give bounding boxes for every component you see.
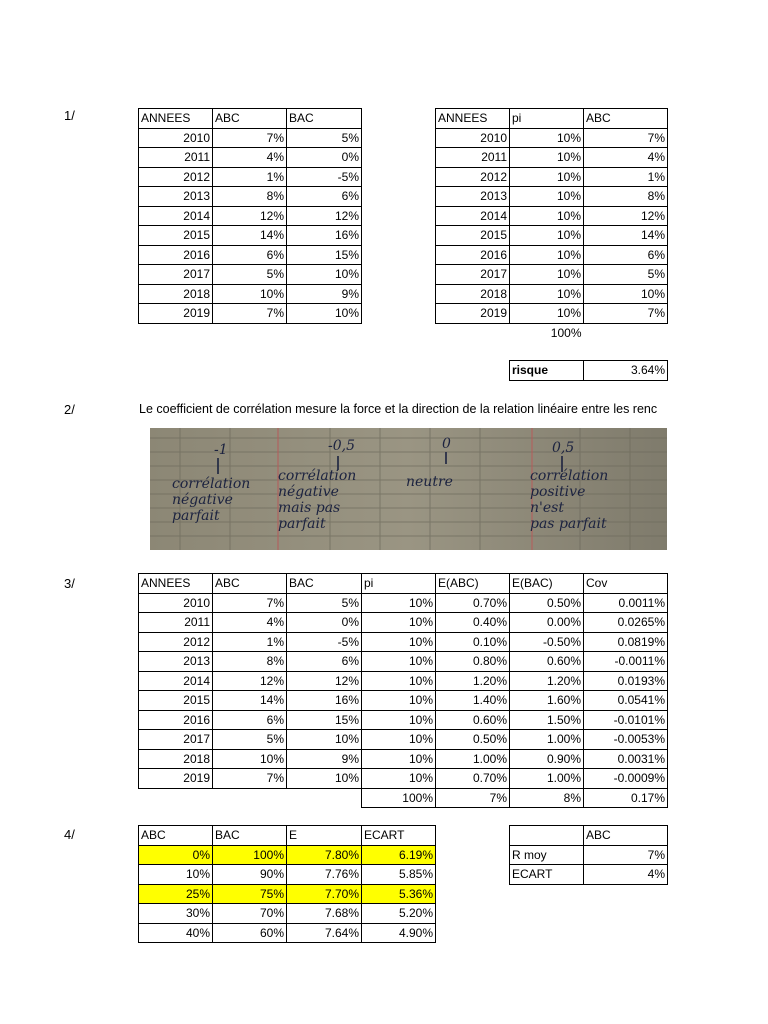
table-cell: 2015: [139, 226, 213, 246]
table-cell: 10%: [362, 769, 436, 789]
table-cell: 0.0541%: [584, 691, 668, 711]
table-row: [139, 613, 668, 633]
handwritten-note: négative: [172, 492, 233, 508]
handwritten-note: parfait: [278, 516, 326, 532]
table-cell: 10%: [287, 304, 362, 324]
handwritten-note: parfait: [172, 508, 220, 524]
table-cell: 0%: [287, 613, 362, 633]
table-cell: 5%: [213, 265, 287, 285]
table-row: [139, 845, 436, 865]
table-row: [139, 593, 668, 613]
table-cell: 2010: [436, 128, 510, 148]
table-cell: 12%: [213, 671, 287, 691]
header-cell: ANNEES: [139, 574, 213, 594]
table-cell: 2014: [436, 206, 510, 226]
table-row: [436, 304, 668, 324]
header-cell: ANNEES: [436, 109, 510, 129]
table-cell: 5%: [287, 128, 362, 148]
table-cell: 2011: [139, 613, 213, 633]
table-cell: -0.50%: [510, 632, 584, 652]
table-cell: 2013: [139, 187, 213, 207]
handwritten-note: négative: [278, 484, 339, 500]
total-cell: 0.17%: [584, 788, 668, 808]
table-cell: 9%: [287, 749, 362, 769]
table-row: [139, 923, 436, 943]
table-cell: 1.00%: [436, 749, 510, 769]
table-cell: 25%: [139, 884, 213, 904]
handwritten-note: neutre: [406, 474, 453, 490]
table-row: [139, 671, 668, 691]
table-cell: 12%: [287, 671, 362, 691]
table-row: [139, 632, 668, 652]
section-label-4: 4/: [64, 827, 75, 842]
table-cell: 0.0011%: [584, 593, 668, 613]
table-cell: 10%: [287, 730, 362, 750]
table-cell: 5.85%: [362, 865, 436, 885]
covariance-table: [138, 573, 668, 808]
table-cell: 2019: [139, 304, 213, 324]
weighted-returns-table: [435, 108, 668, 342]
table-cell: 0.10%: [436, 632, 510, 652]
table-cell: 30%: [139, 904, 213, 924]
table-cell: 2018: [436, 284, 510, 304]
table-cell: 1.20%: [436, 671, 510, 691]
handwritten-note: pas parfait: [530, 516, 607, 532]
table-cell: 70%: [213, 904, 287, 924]
table-cell: 16%: [287, 691, 362, 711]
table-row: [436, 226, 668, 246]
table-cell: 0.50%: [510, 593, 584, 613]
table-cell: 0.60%: [436, 710, 510, 730]
table-cell: 10%: [510, 284, 584, 304]
table-cell: 60%: [213, 923, 287, 943]
table-cell: 2015: [139, 691, 213, 711]
empty-cell: [287, 788, 362, 808]
summary-table: [509, 825, 668, 885]
table-cell: 90%: [213, 865, 287, 885]
scale-mark: -0,5: [328, 438, 355, 454]
header-cell: ABC: [213, 109, 287, 129]
table-cell: 4.90%: [362, 923, 436, 943]
table-cell: 7%: [213, 128, 287, 148]
table-row: [436, 245, 668, 265]
table-row: [139, 226, 362, 246]
handwritten-note: corrélation: [278, 468, 357, 484]
table-cell: 5.20%: [362, 904, 436, 924]
table-cell: 0.60%: [510, 652, 584, 672]
table-cell: 0%: [287, 148, 362, 168]
table-cell: 6%: [287, 187, 362, 207]
table-row: [139, 187, 362, 207]
section-label-3: 3/: [64, 576, 75, 591]
table-cell: 10%: [213, 749, 287, 769]
handwritten-note: corrélation: [530, 468, 609, 484]
table-cell: 6%: [287, 652, 362, 672]
header-cell: ABC: [213, 574, 287, 594]
table-header-row: [436, 109, 668, 129]
table-cell: 0.0819%: [584, 632, 668, 652]
table-cell: 2011: [139, 148, 213, 168]
table-cell: 12%: [584, 206, 668, 226]
table-row: [436, 265, 668, 285]
table-cell: 7.64%: [287, 923, 362, 943]
risk-table: [509, 360, 668, 381]
total-weight: 100%: [550, 325, 582, 340]
notebook-paper-image: [150, 428, 667, 550]
table-cell: 10%: [139, 865, 213, 885]
table-cell: 10%: [362, 613, 436, 633]
total-row: [436, 323, 668, 342]
table-cell: 7.70%: [287, 884, 362, 904]
table-cell: 10%: [584, 284, 668, 304]
table-cell: 10%: [510, 187, 584, 207]
table-row: [139, 304, 362, 324]
table-cell: 7%: [584, 845, 668, 865]
table-cell: 2017: [139, 265, 213, 285]
table-cell: 7%: [584, 128, 668, 148]
table-cell: 8%: [213, 652, 287, 672]
table-cell: 1.20%: [510, 671, 584, 691]
table-cell: 5%: [584, 265, 668, 285]
table-cell: 1%: [213, 632, 287, 652]
table-row: [436, 187, 668, 207]
table-cell: 10%: [362, 691, 436, 711]
table-cell: 100%: [213, 845, 287, 865]
table-cell: 0.0265%: [584, 613, 668, 633]
table-cell: 0.50%: [436, 730, 510, 750]
handwritten-note: positive: [530, 484, 586, 500]
header-cell: E(ABC): [436, 574, 510, 594]
table-cell: 10%: [510, 167, 584, 187]
table-cell: 6.19%: [362, 845, 436, 865]
table-cell: 4%: [213, 613, 287, 633]
table-cell: 6%: [213, 245, 287, 265]
table-cell: 2018: [139, 749, 213, 769]
table-cell: -0.0011%: [584, 652, 668, 672]
table-cell: 1%: [213, 167, 287, 187]
table-cell: 2014: [139, 671, 213, 691]
table-cell: 10%: [287, 265, 362, 285]
table-cell: 1.00%: [510, 730, 584, 750]
empty-cell: [584, 323, 668, 342]
table-cell: 1.40%: [436, 691, 510, 711]
table-row: [139, 691, 668, 711]
table-cell: 15%: [287, 245, 362, 265]
table-cell: 6%: [213, 710, 287, 730]
table-cell: 10%: [362, 652, 436, 672]
table-cell: 7.68%: [287, 904, 362, 924]
handwritten-notes-photo: [150, 428, 667, 550]
table-cell: 1.50%: [510, 710, 584, 730]
table-cell: 10%: [510, 148, 584, 168]
table-cell: 2019: [139, 769, 213, 789]
table-cell: 2017: [139, 730, 213, 750]
table-cell: 10%: [510, 128, 584, 148]
table-cell: -0.0009%: [584, 769, 668, 789]
header-cell: BAC: [213, 826, 287, 846]
table-cell: 0%: [139, 845, 213, 865]
table-cell: 2016: [139, 710, 213, 730]
table-cell: 2018: [139, 284, 213, 304]
table-cell: 12%: [287, 206, 362, 226]
table-row: [510, 845, 668, 865]
total-row: [139, 788, 668, 808]
table-cell: 10%: [287, 769, 362, 789]
table-cell: 2016: [139, 245, 213, 265]
header-cell: ABC: [584, 826, 668, 846]
table-cell: 10%: [362, 749, 436, 769]
table-cell: 0.40%: [436, 613, 510, 633]
table-cell: 2019: [436, 304, 510, 324]
table-cell: 2012: [139, 167, 213, 187]
total-cell: 100%: [362, 788, 436, 808]
table-cell: 8%: [584, 187, 668, 207]
table-cell: 10%: [213, 284, 287, 304]
table-cell: 15%: [287, 710, 362, 730]
table-cell: 0.70%: [436, 593, 510, 613]
table-cell: -5%: [287, 167, 362, 187]
table-cell: 10%: [362, 632, 436, 652]
section-label-2: 2/: [64, 402, 75, 417]
table-row: [139, 730, 668, 750]
table-cell: 1%: [584, 167, 668, 187]
table-row: [139, 769, 668, 789]
table-cell: 7%: [213, 593, 287, 613]
table-header-row: [510, 826, 668, 846]
table-cell: 40%: [139, 923, 213, 943]
handwritten-note: n'est: [530, 500, 564, 516]
header-cell: BAC: [287, 109, 362, 129]
table-cell: 14%: [213, 691, 287, 711]
table-cell: 7.80%: [287, 845, 362, 865]
empty-cell: [213, 788, 287, 808]
table-cell: 10%: [362, 710, 436, 730]
table-cell: 2015: [436, 226, 510, 246]
table-cell: 2010: [139, 128, 213, 148]
header-cell: E: [287, 826, 362, 846]
table-cell: 0.70%: [436, 769, 510, 789]
correlation-definition-text: Le coefficient de corrélation mesure la force et la direction de la relation linéaire entre les renc: [139, 402, 658, 416]
table-row: [436, 148, 668, 168]
header-cell: pi: [510, 109, 584, 129]
empty-cell: [436, 323, 510, 342]
scale-mark: -1: [214, 442, 228, 458]
table-cell: 10%: [510, 206, 584, 226]
table-cell: 0.90%: [510, 749, 584, 769]
table-cell: -0.0053%: [584, 730, 668, 750]
header-cell: ABC: [139, 826, 213, 846]
header-cell: ABC: [584, 109, 668, 129]
table-cell: 0.0031%: [584, 749, 668, 769]
table-cell: 10%: [510, 265, 584, 285]
table-cell: 4%: [584, 865, 668, 885]
table-cell: 2012: [139, 632, 213, 652]
risk-label: risque: [510, 361, 584, 381]
table-header-row: [139, 826, 436, 846]
table-row: [139, 167, 362, 187]
table-cell: 75%: [213, 884, 287, 904]
table-cell: 2014: [139, 206, 213, 226]
table-cell: 5%: [213, 730, 287, 750]
handwritten-note: corrélation: [172, 476, 251, 492]
empty-cell: [139, 788, 213, 808]
risk-row: [510, 361, 668, 381]
table-cell: 12%: [213, 206, 287, 226]
table-cell: 10%: [362, 730, 436, 750]
table-cell: 9%: [287, 284, 362, 304]
table-cell: R moy: [510, 845, 584, 865]
table-cell: 16%: [287, 226, 362, 246]
table-row: [510, 865, 668, 885]
table-row: [139, 265, 362, 285]
table-cell: 4%: [584, 148, 668, 168]
header-cell: pi: [362, 574, 436, 594]
scale-mark: 0,5: [552, 440, 575, 456]
table-row: [436, 167, 668, 187]
table-row: [436, 128, 668, 148]
table-row: [139, 148, 362, 168]
table-cell: 10%: [510, 304, 584, 324]
table-row: [139, 245, 362, 265]
table-cell: 8%: [213, 187, 287, 207]
header-cell: Cov: [584, 574, 668, 594]
total-cell: 7%: [436, 788, 510, 808]
table-cell: 0.0193%: [584, 671, 668, 691]
table-cell: 2011: [436, 148, 510, 168]
table-cell: -0.0101%: [584, 710, 668, 730]
table-cell: 7%: [213, 769, 287, 789]
table-header-row: [139, 109, 362, 129]
table-cell: 10%: [510, 245, 584, 265]
returns-table: [138, 108, 362, 324]
table-cell: 10%: [510, 226, 584, 246]
table-cell: 7.76%: [287, 865, 362, 885]
table-row: [139, 284, 362, 304]
scale-mark: 0: [442, 436, 451, 452]
table-cell: 2010: [139, 593, 213, 613]
header-cell: BAC: [287, 574, 362, 594]
empty-header-cell: [510, 826, 584, 846]
table-cell: 5%: [287, 593, 362, 613]
table-header-row: [139, 574, 668, 594]
table-row: [139, 710, 668, 730]
table-cell: 10%: [362, 593, 436, 613]
table-cell: 1.60%: [510, 691, 584, 711]
table-cell: 7%: [213, 304, 287, 324]
table-cell: 1.00%: [510, 769, 584, 789]
header-cell: E(BAC): [510, 574, 584, 594]
table-row: [139, 128, 362, 148]
risk-value: 3.64%: [584, 361, 668, 381]
table-cell: 7%: [584, 304, 668, 324]
table-cell: 2013: [436, 187, 510, 207]
table-cell: 14%: [584, 226, 668, 246]
table-cell: ECART: [510, 865, 584, 885]
table-row: [139, 865, 436, 885]
table-cell: -5%: [287, 632, 362, 652]
table-cell: 2013: [139, 652, 213, 672]
table-cell: 4%: [213, 148, 287, 168]
table-cell: 5.36%: [362, 884, 436, 904]
table-cell: 2017: [436, 265, 510, 285]
table-row: [139, 206, 362, 226]
portfolio-weights-table: [138, 825, 436, 943]
table-row: [139, 904, 436, 924]
table-cell: 6%: [584, 245, 668, 265]
section-label-1: 1/: [64, 108, 75, 123]
table-cell: 2016: [436, 245, 510, 265]
header-cell: ECART: [362, 826, 436, 846]
table-row: [436, 206, 668, 226]
table-row: [139, 884, 436, 904]
total-cell: 8%: [510, 788, 584, 808]
table-row: [139, 749, 668, 769]
table-row: [139, 652, 668, 672]
table-cell: 14%: [213, 226, 287, 246]
table-cell: 10%: [362, 671, 436, 691]
header-cell: ANNEES: [139, 109, 213, 129]
handwritten-note: mais pas: [278, 500, 341, 516]
table-cell: 2012: [436, 167, 510, 187]
table-row: [436, 284, 668, 304]
table-cell: 0.00%: [510, 613, 584, 633]
table-cell: 0.80%: [436, 652, 510, 672]
